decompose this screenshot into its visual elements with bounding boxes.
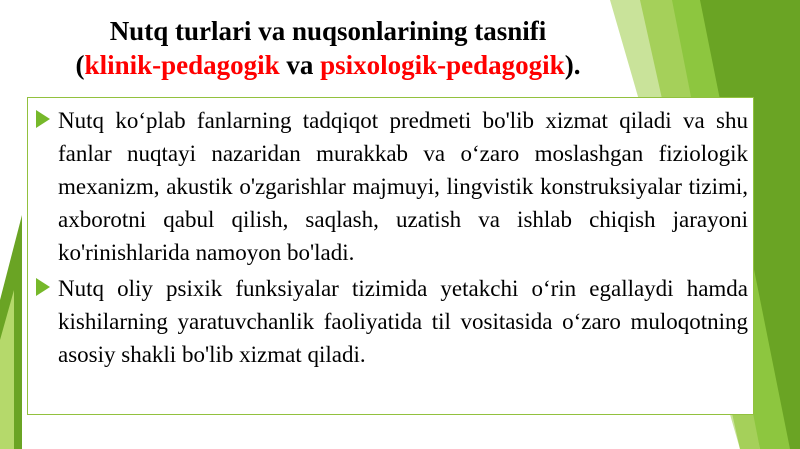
bullet-text: Nutq koʻplab fanlarning tadqiqot predmeti bo'lib xizmat qiladi va shu fanlar nuqtayi nazaridan murakkab va oʻzaro moslashgan fiziologik mexanizm, akustik o'zgarishlar majmuyi, lingvistik konstruksiyalar tizimi, axborotni qabul qilish, saqlash, uzatish va ishlab chiqish jarayoni ko'rinishlarida namoyon bo'ladi. xyxy=(58,108,748,265)
bullet-item xyxy=(36,104,748,269)
slide-title xyxy=(0,14,656,82)
title-highlight-psychological: psixologik-pedagogik xyxy=(320,50,565,80)
content-box xyxy=(27,97,754,415)
bullet-text: Nutq oliy psixik funksiyalar tizimida yetakchi oʻrin egallaydi hamda kishilarning yaratuvchanlik faoliyatida til vositasida oʻzaro muloqotning asosiy shakli bo'lib xizmat qiladi. xyxy=(58,276,748,367)
bullet-item xyxy=(36,272,748,371)
title-highlight-clinical: klinik-pedagogik xyxy=(84,50,280,80)
bullet-arrow-icon xyxy=(36,278,50,296)
title-open-paren: ( xyxy=(75,50,85,80)
slide-title-line2 xyxy=(0,48,656,82)
bullet-arrow-icon xyxy=(36,110,50,128)
slide-title-line1: Nutq turlari va nuqsonlarining tasnifi xyxy=(109,16,547,46)
title-connector: va xyxy=(279,50,321,80)
title-close: ). xyxy=(564,50,581,80)
